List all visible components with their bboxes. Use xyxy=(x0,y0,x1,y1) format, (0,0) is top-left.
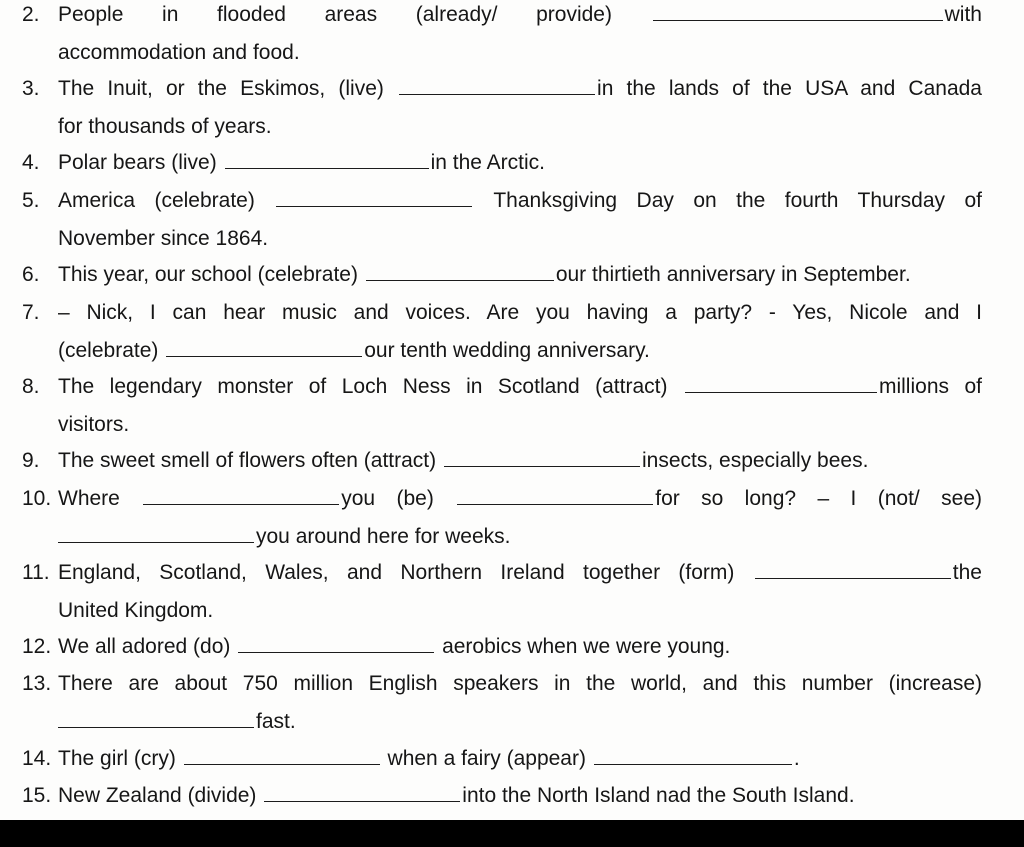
exercise-7 xyxy=(22,294,982,369)
exercise-11 xyxy=(22,554,982,629)
answer-blank[interactable] xyxy=(685,372,877,393)
bottom-black-bar xyxy=(0,820,1024,847)
exercise-text: Where you (be) for so long? – I (not/ see) you around here for weeks. xyxy=(58,480,982,555)
exercise-number: 10. xyxy=(22,487,52,510)
exercise-13 xyxy=(22,665,982,740)
exercise-2 xyxy=(22,0,982,71)
exercise-text: New Zealand (divide) into the North Island nad the South Island. xyxy=(58,777,982,815)
answer-blank[interactable] xyxy=(594,744,792,765)
exercise-text: This year, our school (celebrate) our thirtieth anniversary in September. xyxy=(58,256,982,294)
exercise-number: 5. xyxy=(22,189,40,212)
exercise-number: 3. xyxy=(22,77,40,100)
exercise-number: 14. xyxy=(22,747,52,770)
exercise-4 xyxy=(22,144,982,182)
answer-blank[interactable] xyxy=(184,744,380,765)
exercise-number: 12. xyxy=(22,635,52,658)
exercise-text: There are about 750 million English speakers in the world, and this number (increase) fast. xyxy=(58,672,982,733)
exercise-15 xyxy=(22,777,982,815)
exercise-number: 4. xyxy=(22,151,40,174)
exercise-12 xyxy=(22,628,982,666)
exercise-number: 8. xyxy=(22,375,40,398)
exercise-text: The girl (cry) when a fairy (appear) . xyxy=(58,740,982,778)
answer-blank[interactable] xyxy=(653,0,943,21)
answer-blank[interactable] xyxy=(276,186,472,207)
exercise-number: 2. xyxy=(22,3,40,26)
answer-blank[interactable] xyxy=(457,484,653,505)
exercise-text: – Nick, I can hear music and voices. Are you having a party? - Yes, Nicole and I (celebrate) our tenth wedding anniversary. xyxy=(58,301,982,362)
exercise-text: America (celebrate) Thanksgiving Day on the fourth Thursday of November since 1864. xyxy=(58,182,982,257)
exercise-number: 9. xyxy=(22,449,40,472)
answer-blank[interactable] xyxy=(166,336,362,357)
exercise-text: The Inuit, or the Eskimos, (live) in the lands of the USA and Canada for thousands of years. xyxy=(58,70,982,145)
answer-blank[interactable] xyxy=(225,148,429,169)
exercise-5 xyxy=(22,182,982,257)
exercise-9 xyxy=(22,442,982,480)
answer-blank[interactable] xyxy=(399,74,595,95)
exercise-6 xyxy=(22,256,982,294)
answer-blank[interactable] xyxy=(58,707,254,728)
exercise-text: The sweet smell of flowers often (attract) insects, especially bees. xyxy=(58,442,982,480)
answer-blank[interactable] xyxy=(366,260,554,281)
exercise-number: 6. xyxy=(22,263,40,286)
exercise-text: We all adored (do) aerobics when we were young. xyxy=(58,628,982,666)
answer-blank[interactable] xyxy=(444,446,640,467)
exercise-14 xyxy=(22,740,982,778)
exercise-number: 13. xyxy=(22,672,52,695)
exercise-8 xyxy=(22,368,982,443)
exercise-text: The legendary monster of Loch Ness in Scotland (attract) millions of visitors. xyxy=(58,368,982,443)
exercise-number: 11. xyxy=(22,561,50,584)
exercise-number: 15. xyxy=(22,784,52,807)
exercise-3 xyxy=(22,70,982,145)
exercise-text: England, Scotland, Wales, and Northern Ireland together (form) the United Kingdom. xyxy=(58,554,982,629)
answer-blank[interactable] xyxy=(143,484,339,505)
answer-blank[interactable] xyxy=(238,632,434,653)
answer-blank[interactable] xyxy=(264,781,460,802)
answer-blank[interactable] xyxy=(755,558,951,579)
exercise-number: 7. xyxy=(22,301,40,324)
exercise-10 xyxy=(22,480,982,555)
answer-blank[interactable] xyxy=(58,522,254,543)
exercise-text: Polar bears (live) in the Arctic. xyxy=(58,144,982,182)
exercise-text: People in flooded areas (already/ provide) with accommodation and food. xyxy=(58,0,982,71)
